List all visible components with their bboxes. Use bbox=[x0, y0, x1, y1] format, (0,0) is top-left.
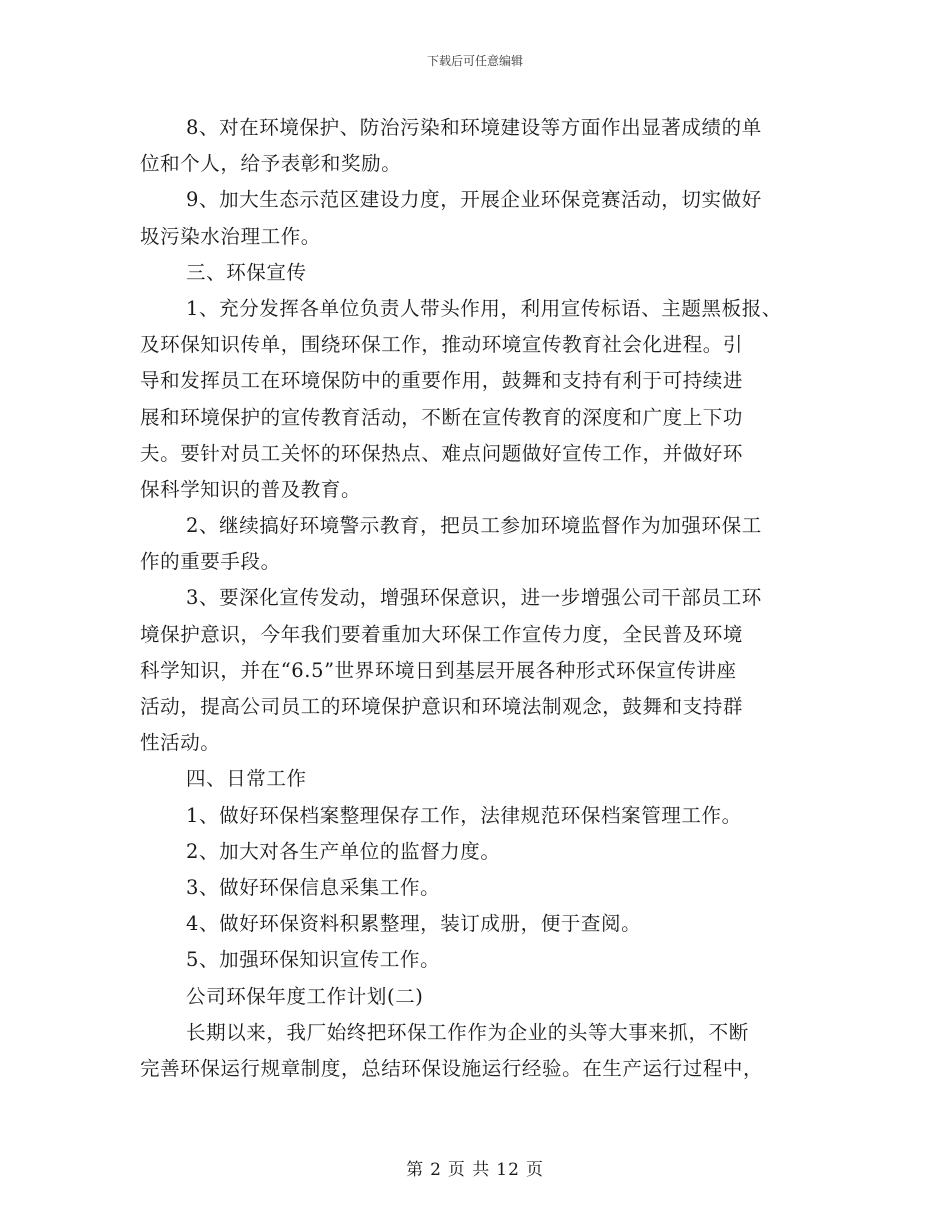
paragraph-line: 性活动。 bbox=[140, 731, 221, 755]
paragraph-line: 夫。要针对员工关怀的环保热点、难点问题做好宣传工作，并做好环 bbox=[140, 441, 744, 465]
paragraph-line: 圾污染水治理工作。 bbox=[140, 224, 321, 248]
paragraph-line: 5、加强环保知识宣传工作。 bbox=[186, 948, 441, 972]
paragraph-line: 9、加大生态示范区建设力度，开展企业环保竞赛活动，切实做好 bbox=[186, 188, 762, 212]
paragraph-line: 四、日常工作 bbox=[186, 767, 307, 791]
paragraph-line: 位和个人，给予表彰和奖励。 bbox=[140, 152, 402, 176]
paragraph-line: 3、要深化宣传发动，增强环保意识，进一步增强公司干部员工环 bbox=[186, 586, 762, 610]
paragraph-line: 8、对在环境保护、防治污染和环境建设等方面作出显著成绩的单 bbox=[186, 116, 762, 139]
paragraph-line: 2、加大对各生产单位的监督力度。 bbox=[186, 839, 501, 863]
footer-current-page: 2 bbox=[430, 1160, 442, 1180]
page-footer bbox=[0, 1155, 950, 1180]
paragraph-line: 完善环保运行规章制度，总结环保设施运行经验。在生产运行过程中， bbox=[140, 1056, 764, 1080]
footer-prefix: 第 bbox=[406, 1160, 425, 1180]
paragraph-line: 长期以来，我厂始终把环保工作作为企业的头等大事来抓，不断 bbox=[186, 1020, 749, 1044]
paragraph-line: 公司环保年度工作计划(二) bbox=[186, 984, 424, 1008]
footer-total-pages: 12 bbox=[496, 1160, 520, 1180]
paragraph-line: 2、继续搞好环境警示教育，把员工参加环境监督作为加强环保工 bbox=[186, 514, 762, 538]
paragraph-line: 1、充分发挥各单位负责人带头作用，利用宣传标语、主题黑板报、 bbox=[186, 296, 782, 320]
paragraph-line: 三、环保宣传 bbox=[186, 260, 307, 284]
page-header: 下载后可任意编辑 bbox=[426, 54, 523, 68]
paragraph-line: 作的重要手段。 bbox=[140, 550, 281, 574]
footer-suffix: 页 bbox=[525, 1160, 544, 1180]
footer-mid: 页 共 bbox=[447, 1160, 491, 1180]
paragraph-line: 保科学知识的普及教育。 bbox=[140, 477, 362, 501]
paragraph-line: 及环保知识传单，围绕环保工作，推动环境宣传教育社会化进程。引 bbox=[140, 333, 744, 357]
document-body bbox=[140, 110, 830, 1087]
paragraph-line: 3、做好环保信息采集工作。 bbox=[186, 875, 441, 899]
paragraph-line: 1、做好环保档案整理保存工作，法律规范环保档案管理工作。 bbox=[186, 803, 742, 827]
paragraph-line: 境保护意识，今年我们要着重加大环保工作宣传力度，全民普及环境 bbox=[140, 622, 744, 646]
paragraph-line: 导和发挥员工在环境保防中的重要作用，鼓舞和支持有利于可持续进 bbox=[140, 369, 744, 393]
paragraph-line: 科学知识，并在“6.5”世界环境日到基层开展各种形式环保宣传讲座 bbox=[140, 658, 737, 682]
paragraph-line: 活动，提高公司员工的环境保护意识和环境法制观念，鼓舞和支持群 bbox=[140, 695, 744, 718]
paragraph-line: 4、做好环保资料积累整理，装订成册，便于查阅。 bbox=[186, 912, 642, 936]
paragraph-line: 展和环境保护的宣传教育活动，不断在宣传教育的深度和广度上下功 bbox=[140, 405, 744, 429]
